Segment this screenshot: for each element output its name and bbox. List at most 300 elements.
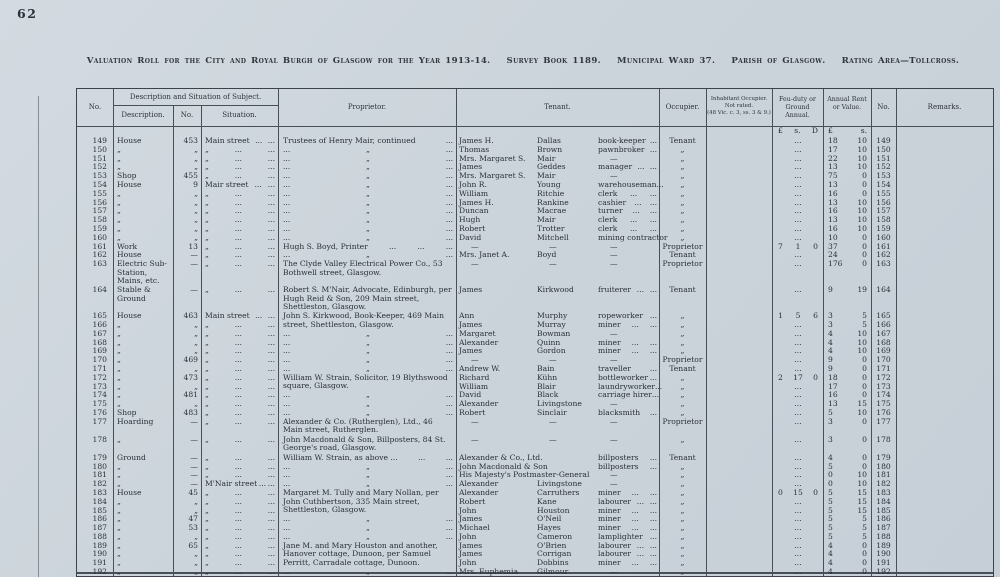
cell-t1: John xyxy=(459,558,477,568)
cell-rent: 5 0 xyxy=(828,461,867,471)
cell-feu: ... xyxy=(794,171,802,181)
cell-prop: ... „ ... xyxy=(283,144,453,154)
cell-sit: „ ... ... xyxy=(205,232,275,242)
cell-no: 178 xyxy=(92,434,107,444)
cell-no: 168 xyxy=(92,337,107,347)
cell-desc: House xyxy=(117,487,142,497)
cell-t1: Mrs. Margaret S. xyxy=(459,153,526,163)
cell-t3: — xyxy=(610,250,618,260)
cell-occ: „ xyxy=(680,523,685,533)
cell-rent: 5 15 xyxy=(828,505,867,515)
cell-prop: Trustees of Henry Mair, continued ... xyxy=(283,136,453,145)
cell-t3: miner ... ... xyxy=(598,487,657,497)
cell-feu: ... xyxy=(794,549,802,559)
cell-no2: 186 xyxy=(876,514,891,524)
cell-prop: Margaret M. Tully and Mary Nollan, per John Cuthbertson, 335 Main street, Shettleston, Glasgow. xyxy=(283,487,439,515)
cell-t2: Mair xyxy=(537,153,556,163)
cell-t1: William xyxy=(459,188,489,198)
cell-num: „ xyxy=(194,162,198,172)
cell-t1: — xyxy=(471,355,479,365)
cell-sit: „ ... ... xyxy=(205,241,275,251)
cell-feu: ... xyxy=(794,531,802,541)
cell-prop: John S. Kirkwood, Book-Keeper, 469 Main street, Shettleston, Glasgow. xyxy=(283,311,444,329)
cell-num: 469 xyxy=(183,355,198,365)
cell-t1: — xyxy=(471,259,479,269)
col-header-inhabitant-occupier xyxy=(706,96,772,116)
cell-rent: 13 10 xyxy=(828,197,867,207)
cell-num: 473 xyxy=(183,372,198,382)
cell-sit: „ ... ... xyxy=(205,407,275,417)
cell-sit: „ ... ... xyxy=(205,496,275,506)
cell-rent: 5 5 xyxy=(828,531,867,541)
table-row xyxy=(77,199,993,208)
cell-no: 163 xyxy=(92,259,107,269)
cell-no2: 190 xyxy=(876,549,891,559)
cell-t1: John Macdonald & Son xyxy=(459,461,548,471)
cell-sit: „ ... ... xyxy=(205,567,275,577)
table-header xyxy=(77,89,993,126)
cell-t1: Mrs. Margaret S. xyxy=(459,171,526,181)
cell-sit: „ ... ... xyxy=(205,558,275,568)
cell-prop: ... „ ... xyxy=(283,523,453,533)
cell-no: 161 xyxy=(92,241,107,251)
cell-no: 184 xyxy=(92,496,107,506)
title-parish: Parish of Glasgow. xyxy=(731,56,826,66)
cell-rent: 18 10 xyxy=(828,136,867,145)
cell-desc: „ xyxy=(117,399,121,409)
cell-feu: ... xyxy=(794,381,802,391)
cell-t1: Alexander xyxy=(459,479,499,489)
cell-prop: ... „ ... xyxy=(283,470,453,480)
cell-desc: „ xyxy=(117,232,121,242)
table-row xyxy=(77,356,993,365)
cell-t3: book-keeper ... xyxy=(598,136,657,145)
cell-num: — xyxy=(190,285,198,295)
cell-feu: ... xyxy=(794,215,802,225)
cell-no: 192 xyxy=(92,567,107,577)
cell-occ: Tenant xyxy=(669,452,696,462)
cell-desc: „ xyxy=(117,549,121,559)
cell-rent: 4 0 xyxy=(828,549,867,559)
cell-no2: 155 xyxy=(876,188,891,198)
cell-t1: James H. xyxy=(459,197,494,207)
cell-t2: Gordon xyxy=(537,346,566,356)
cell-sit: „ ... ... xyxy=(205,355,275,365)
cell-desc: Stable & Ground xyxy=(117,285,151,303)
cell-no: 179 xyxy=(92,452,107,462)
cell-t1: Duncan xyxy=(459,206,489,216)
cell-t1: David xyxy=(459,232,482,242)
cell-sit: „ ... ... xyxy=(205,381,275,391)
cell-sit: „ ... ... xyxy=(205,470,275,480)
cell-t2: Boyd xyxy=(537,250,557,260)
col-header-remarks: Remarks. xyxy=(927,103,962,111)
cell-t2: Mair xyxy=(537,215,556,225)
cell-rent: 4 0 xyxy=(828,558,867,568)
cell-feu: ... xyxy=(794,179,802,189)
cell-t2: Dobbins xyxy=(537,558,569,568)
cell-t3: cashier ... ... xyxy=(598,197,657,207)
col-header-no: No. xyxy=(88,103,102,111)
cell-t3: lamplighter ... xyxy=(598,531,657,541)
cell-occ: „ xyxy=(680,505,685,515)
cell-num: 9 xyxy=(193,179,198,189)
cell-no2: 181 xyxy=(876,470,891,480)
cell-occ: „ xyxy=(680,496,685,506)
cell-no2: 160 xyxy=(876,232,891,242)
cell-feu: 2 17 0 xyxy=(778,372,818,382)
col-header-no-right: No. xyxy=(877,103,890,111)
cell-feu: ... xyxy=(794,259,802,269)
cell-t1: — xyxy=(471,416,479,426)
cell-t3: turner ... ... xyxy=(598,206,657,216)
cell-prop: ... „ ... xyxy=(283,215,453,225)
cell-t3: clerk ... ... xyxy=(598,188,657,198)
cell-desc: „ xyxy=(117,355,121,365)
cell-t2: Black xyxy=(537,390,559,400)
cell-t3: — xyxy=(610,259,618,269)
col-header-description-situation: Description and Situation of Subject. xyxy=(129,93,262,101)
cell-no: 167 xyxy=(92,328,107,338)
cell-occ: „ xyxy=(680,346,685,356)
cell-t2: Mitchell xyxy=(537,232,569,242)
table-row xyxy=(77,347,993,356)
cell-no: 171 xyxy=(92,363,107,373)
cell-occ: „ xyxy=(680,531,685,541)
title-rating-area: Rating Area—Tollcross. xyxy=(841,56,960,66)
table-row xyxy=(77,330,993,339)
cell-feu: ... xyxy=(794,319,802,329)
cell-rent: 4 10 xyxy=(828,337,867,347)
cell-no: 188 xyxy=(92,531,107,541)
cell-num: „ xyxy=(194,328,198,338)
cell-no: 155 xyxy=(92,188,107,198)
cell-t3: miner ... ... xyxy=(598,319,657,329)
cell-no: 150 xyxy=(92,144,107,154)
cell-num: „ xyxy=(194,549,198,559)
cell-t3: — xyxy=(610,171,618,181)
cell-t2: Livingstone xyxy=(537,479,582,489)
cell-t2: Carruthers xyxy=(537,487,580,497)
col-header-tenant: Tenant. xyxy=(544,103,571,111)
cell-occ: „ xyxy=(680,328,685,338)
cell-t1: David xyxy=(459,390,482,400)
cell-feu: ... xyxy=(794,523,802,533)
cell-no2: 164 xyxy=(876,285,891,295)
cell-no2: 170 xyxy=(876,355,891,365)
cell-no2: 161 xyxy=(876,241,891,251)
page-crease-line xyxy=(38,96,39,577)
cell-t3: billposters ... xyxy=(598,452,657,462)
cell-sit: Main street ... ... xyxy=(205,136,275,145)
cell-occ: „ xyxy=(680,372,685,382)
cell-feu: ... xyxy=(794,188,802,198)
cell-no2: 150 xyxy=(876,144,891,154)
cell-num: 47 xyxy=(188,514,198,524)
cell-feu: ... xyxy=(794,363,802,373)
cell-t3: miner ... ... xyxy=(598,337,657,347)
table-row xyxy=(77,339,993,348)
table-row xyxy=(77,524,993,533)
cell-rent: 10 0 xyxy=(828,232,867,242)
cell-t1: Alexander xyxy=(459,487,499,497)
cell-occ: „ xyxy=(680,311,685,321)
cell-desc: „ xyxy=(117,346,121,356)
cell-occ: „ xyxy=(680,461,685,471)
cell-occ: „ xyxy=(680,337,685,347)
cell-t1: His Majesty's Postmaster-General xyxy=(459,470,590,480)
cell-t1: Margaret xyxy=(459,328,496,338)
cell-t3: miner ... ... xyxy=(598,346,657,356)
cell-rent: 4 10 xyxy=(828,346,867,356)
cell-t1: James xyxy=(459,549,483,559)
cell-t3: fruiterer ... ... xyxy=(598,285,657,295)
table-row xyxy=(77,383,993,392)
cell-occ: „ xyxy=(680,479,685,489)
cell-t3: — xyxy=(610,328,618,338)
cell-rent: 5 5 xyxy=(828,523,867,533)
title-survey-book: Survey Book 1189. xyxy=(506,56,602,66)
col-header-annual-rent: Annual Rent or Value. xyxy=(827,96,867,111)
cell-feu: ... xyxy=(794,567,802,577)
cell-t2: — xyxy=(549,416,557,426)
cell-no: 174 xyxy=(92,390,107,400)
cell-no2: 183 xyxy=(876,487,891,497)
cell-prop: William W. Strain, Solicitor, 19 Blythswood square, Glasgow. xyxy=(283,372,448,391)
cell-rent: 5 15 xyxy=(828,487,867,497)
cell-t3: — xyxy=(610,470,618,480)
cell-no: 166 xyxy=(92,319,107,329)
table-row xyxy=(77,207,993,216)
cell-rent: 17 10 xyxy=(828,144,867,154)
cell-no2: 162 xyxy=(876,250,891,260)
table-row xyxy=(77,225,993,234)
cell-t3: clerk ... ... xyxy=(598,223,657,233)
cell-num: 13 xyxy=(188,241,198,251)
cell-rent: 176 0 xyxy=(828,259,867,269)
cell-no2: 167 xyxy=(876,328,891,338)
cell-sit: „ ... ... xyxy=(205,162,275,172)
cell-rent: 9 0 xyxy=(828,355,867,365)
cell-t3: ropeworker ... xyxy=(598,311,657,321)
cell-no: 154 xyxy=(92,179,107,189)
cell-rent: 16 10 xyxy=(828,223,867,233)
cell-no: 180 xyxy=(92,461,107,471)
cell-t2: Young xyxy=(537,179,561,189)
cell-sit: „ ... ... xyxy=(205,171,275,181)
cell-no2: 175 xyxy=(876,399,891,409)
cell-occ: „ xyxy=(680,407,685,417)
cell-desc: „ xyxy=(117,206,121,216)
cell-t3: carriage hirer ... xyxy=(598,390,660,400)
table-row xyxy=(77,498,993,507)
cell-t1: James xyxy=(459,514,483,524)
cell-sit: „ ... ... xyxy=(205,328,275,338)
cell-t3: miner ... ... xyxy=(598,523,657,533)
cell-sit: „ ... ... xyxy=(205,215,275,225)
cell-num: „ xyxy=(194,567,198,577)
cell-num: „ xyxy=(194,558,198,568)
cell-num: „ xyxy=(194,319,198,329)
cell-t2: Dallas xyxy=(537,136,561,145)
cell-occ: „ xyxy=(680,232,685,242)
cell-desc: „ xyxy=(117,523,121,533)
cell-rent: 9 19 xyxy=(828,285,867,295)
table-row xyxy=(77,550,993,559)
cell-no2: 179 xyxy=(876,452,891,462)
cell-no: 162 xyxy=(92,250,107,260)
cell-desc: „ xyxy=(117,319,121,329)
cell-occ: Tenant xyxy=(669,363,696,373)
cell-feu: ... xyxy=(794,153,802,163)
cell-t2: Murray xyxy=(537,319,566,329)
cell-no: 156 xyxy=(92,197,107,207)
cell-t3: miner ... ... xyxy=(598,514,657,524)
cell-num: „ xyxy=(194,363,198,373)
cell-t2: Kühn xyxy=(537,372,558,382)
cell-num: — xyxy=(190,452,198,462)
cell-sit: „ ... ... xyxy=(205,505,275,515)
cell-prop: John Macdonald & Son, Billposters, 84 St. George's road, Glasgow. xyxy=(283,434,446,453)
cell-occ: „ xyxy=(680,162,685,172)
cell-no: 170 xyxy=(92,355,107,365)
cell-feu: ... xyxy=(794,434,802,444)
cell-occ: Tenant xyxy=(669,285,696,295)
cell-rent: 3 5 xyxy=(828,319,867,329)
cell-sit: „ ... ... xyxy=(205,540,275,550)
cell-num: 65 xyxy=(188,540,198,550)
cell-sit: „ ... ... xyxy=(205,514,275,524)
cell-occ: „ xyxy=(680,390,685,400)
table-row xyxy=(77,234,993,243)
cell-prop: ... „ ... xyxy=(283,407,453,417)
cell-prop: Jane M. and Mary Houston and another, Hanover cottage, Dunoon, per Samuel Perritt, Carradale cottage, Dunoon. xyxy=(283,540,438,567)
cell-desc: „ xyxy=(117,434,121,444)
cell-prop: ... „ ... xyxy=(283,479,453,489)
cell-no2: 159 xyxy=(876,223,891,233)
cell-no2: 157 xyxy=(876,206,891,216)
cell-prop: Robert S. M'Nair, Advocate, Edinburgh, per Hugh Reid & Son, 209 Main street, Shettleston, Glasgow. xyxy=(283,285,452,312)
cell-rent: 3 0 xyxy=(828,416,867,426)
cell-desc: „ xyxy=(117,372,121,382)
cell-num: 53 xyxy=(188,523,198,533)
cell-no: 151 xyxy=(92,153,107,163)
cell-sit: „ ... ... xyxy=(205,549,275,559)
cell-occ: „ xyxy=(680,567,685,577)
cell-no2: 158 xyxy=(876,215,891,225)
table-row xyxy=(77,400,993,409)
cell-occ: „ xyxy=(680,319,685,329)
inhabitant-occupier-line3: (48 Vic. c. 3, ss. 3 & 9.) xyxy=(707,109,771,116)
cell-rent: 37 0 xyxy=(828,241,867,251)
cell-num: „ xyxy=(194,399,198,409)
cell-prop: ... „ ... xyxy=(283,179,453,189)
cell-no2: 149 xyxy=(876,136,891,145)
cell-occ: „ xyxy=(680,514,685,524)
cell-t1: James xyxy=(459,162,483,172)
cell-occ: Proprietor xyxy=(662,259,703,269)
cell-occ: „ xyxy=(680,171,685,181)
cell-feu: ... xyxy=(794,144,802,154)
cell-no: 181 xyxy=(92,470,107,480)
cell-feu: ... xyxy=(794,416,802,426)
cell-occ: „ xyxy=(680,206,685,216)
cell-no2: 171 xyxy=(876,363,891,373)
cell-sit: „ ... ... xyxy=(205,206,275,216)
cell-desc: „ xyxy=(117,514,121,524)
cell-no2: 174 xyxy=(876,390,891,400)
cell-occ: Tenant xyxy=(669,136,696,145)
cell-no2: 163 xyxy=(876,259,891,269)
cell-t3: — xyxy=(610,399,618,409)
cell-t3: miner ... ... xyxy=(598,558,657,568)
cell-no: 152 xyxy=(92,162,107,172)
cell-sit: „ ... ... xyxy=(205,416,275,426)
cell-desc: „ xyxy=(117,531,121,541)
cell-t1: Robert xyxy=(459,223,486,233)
cell-t2: — xyxy=(549,241,557,251)
cell-prop: Alexander & Co. (Rutherglen), Ltd., 46 Main street, Rutherglen. xyxy=(283,416,433,435)
cell-no: 169 xyxy=(92,346,107,356)
cell-desc: House xyxy=(117,179,142,189)
cell-t3: blacksmith ... xyxy=(598,407,657,417)
cell-feu: ... xyxy=(794,390,802,400)
cell-rent: 75 0 xyxy=(828,171,867,181)
cell-rent: 5 15 xyxy=(828,496,867,506)
cell-t2: O'Neil xyxy=(537,514,562,524)
cell-no: 191 xyxy=(92,558,107,568)
cell-t2: — xyxy=(549,355,557,365)
col-header-occupier: Occupier. xyxy=(665,103,700,111)
cell-feu: ... xyxy=(794,206,802,216)
page-number: 62 xyxy=(17,6,38,21)
cell-t2: Rankine xyxy=(537,197,569,207)
cell-prop: ... „ ... xyxy=(283,188,453,198)
title-municipal-ward: Municipal Ward 37. xyxy=(617,56,716,66)
cell-desc: Hoarding xyxy=(117,416,154,426)
cell-prop: ... „ ... xyxy=(283,567,453,577)
cell-no: 186 xyxy=(92,514,107,524)
table-row xyxy=(77,480,993,489)
cell-occ: Proprietor xyxy=(662,241,703,251)
cell-t3: mining contractor xyxy=(598,232,668,242)
cell-rent: 3 5 xyxy=(828,311,867,321)
cell-occ: „ xyxy=(680,558,685,568)
cell-feu: ... xyxy=(794,328,802,338)
cell-rent: 16 0 xyxy=(828,390,867,400)
cell-num: — xyxy=(190,434,198,444)
cell-sit: Main street ... ... xyxy=(205,311,275,321)
cell-t1: Hugh xyxy=(459,215,481,225)
cell-t2: — xyxy=(549,434,557,444)
cell-t3: laundryworker ... xyxy=(598,381,663,391)
cell-no2: 156 xyxy=(876,197,891,207)
cell-t2: Mair xyxy=(537,171,556,181)
cell-feu: ... xyxy=(794,162,802,172)
cell-t1: James xyxy=(459,285,483,295)
cell-rent: 4 0 xyxy=(828,540,867,550)
cell-prop: ... „ ... xyxy=(283,337,453,347)
cell-feu: 7 1 0 xyxy=(778,241,818,251)
cell-feu: ... xyxy=(794,399,802,409)
cell-rent: 3 0 xyxy=(828,434,867,444)
cell-t2: Ritchie xyxy=(537,188,565,198)
cell-t1: Ann xyxy=(459,311,475,321)
table-row xyxy=(77,507,993,516)
cell-t2: O'Brien xyxy=(537,540,567,550)
cell-no: 175 xyxy=(92,399,107,409)
cell-desc: House xyxy=(117,250,142,260)
